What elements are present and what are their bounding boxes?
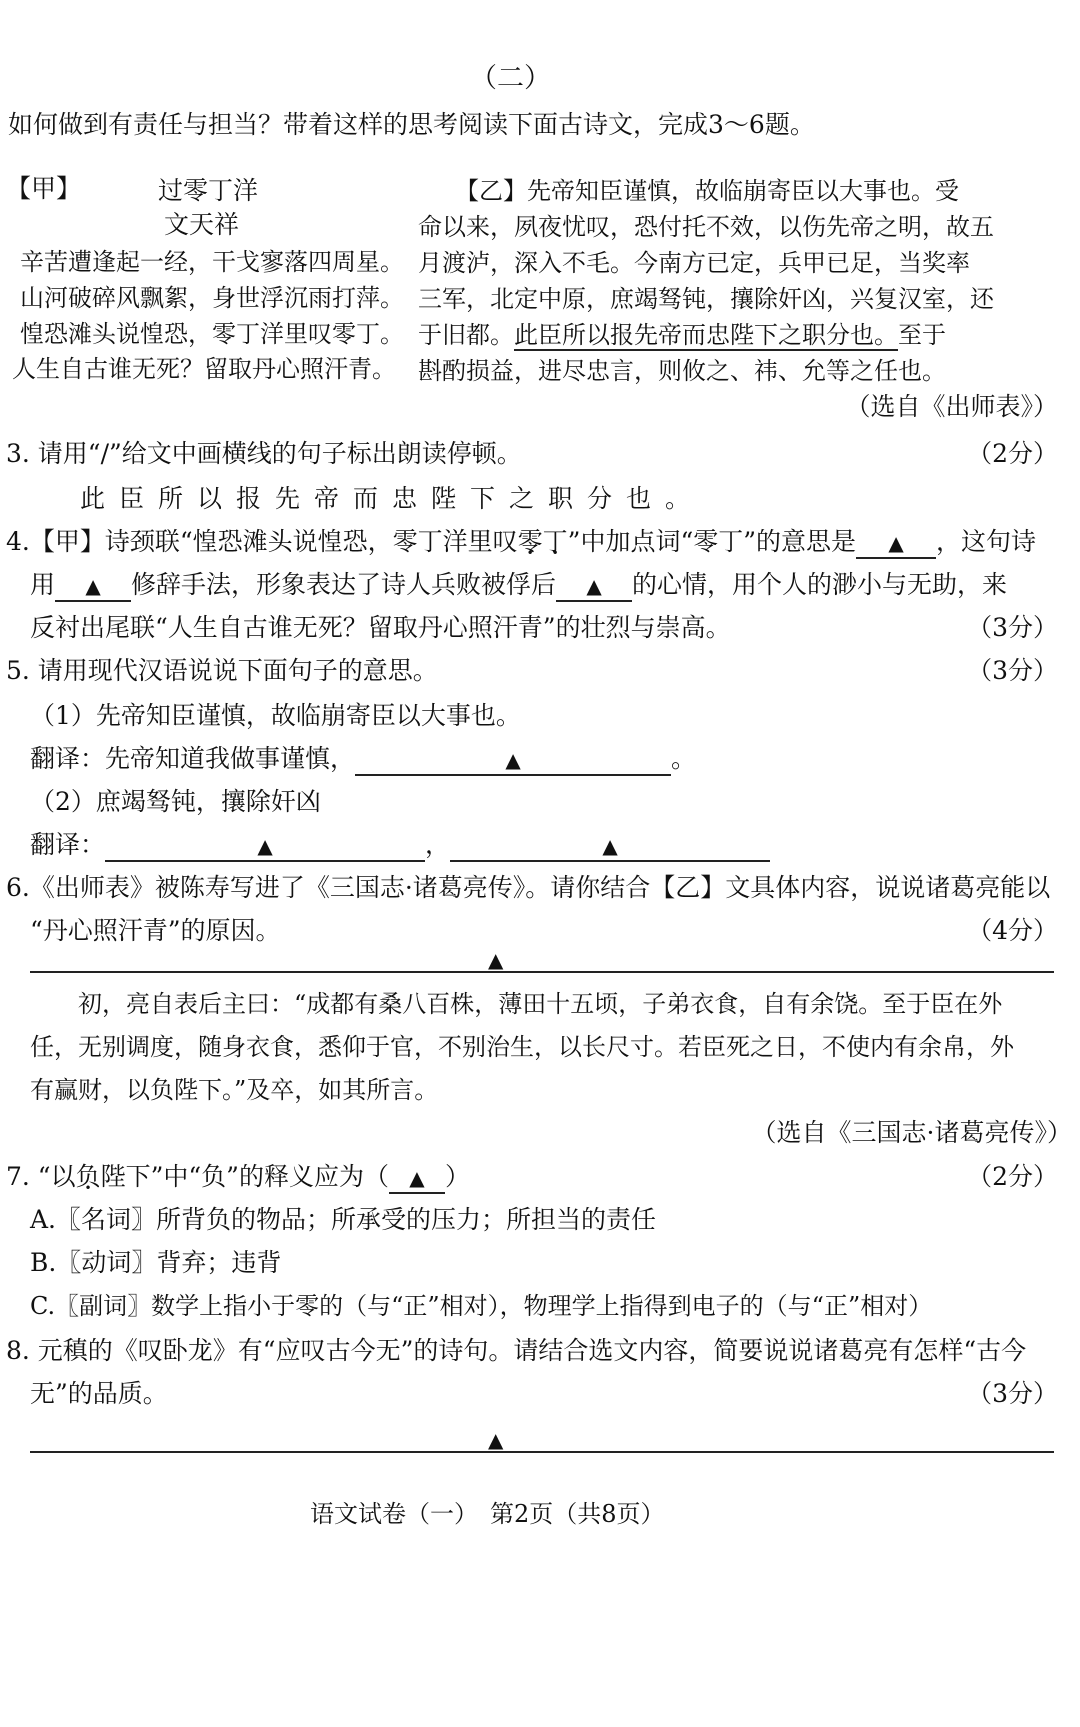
answer-blank[interactable]: ▲ — [105, 832, 425, 862]
q7-score: （2分） — [967, 1162, 1058, 1191]
q4-line2: 用 ▲ 修辞手法，形象表达了诗人兵败被俘后 ▲ 的心情，用个人的渺小与无助，来 — [30, 568, 1007, 602]
q5-translation-2: 翻译： ▲ ， ▲ — [30, 828, 770, 862]
q5-sentence-1: （1）先帝知臣谨慎，故临崩寄臣以大事也。 — [30, 701, 521, 730]
answer-blank[interactable]: ▲ — [556, 572, 632, 602]
answer-blank[interactable]: ▲ — [856, 529, 936, 559]
q7-option-a: A.〖名词〗所背负的物品；所承受的压力；所担当的责任 — [30, 1205, 657, 1234]
q5-score: （3分） — [967, 656, 1058, 685]
yi-line: 命以来，夙夜忧叹，恐付托不效，以伤先帝之明，故五 — [418, 213, 994, 241]
q6-line2: “丹心照汗青”的原因。 — [30, 916, 281, 945]
q6-score: （4分） — [967, 916, 1058, 945]
poem-title: 过零丁洋 — [158, 176, 259, 205]
yi-line: 于旧都。此臣所以报先帝而忠陛下之职分也。至于 — [418, 321, 946, 349]
poem-line: 人生自古谁无死？留取丹心照汗青。 — [12, 355, 396, 383]
answer-line[interactable] — [30, 971, 1054, 973]
passage-line: 初，亮自表后主曰：“成都有桑八百株，薄田十五顷，子弟衣食，自有余饶。至于臣在外 — [78, 990, 1003, 1018]
q3-score: （2分） — [967, 439, 1058, 468]
q3-sentence: 此臣所以报先帝而忠陛下之职分也。 — [80, 484, 705, 513]
answer-line[interactable] — [30, 1451, 1054, 1453]
answer-blank[interactable]: ▲ — [355, 746, 671, 776]
poem-line: 辛苦遭逢起一经，干戈寥落四周星。 — [20, 248, 404, 276]
passage-line: 任，无别调度，随身衣食，悉仰于官，不别治生，以长尺寸。若臣死之日，不使内有余帛，外 — [30, 1033, 1014, 1061]
underlined-sentence: 此臣所以报先帝而忠陛下之职分也。 — [514, 321, 898, 349]
yi-line: 月渡泸，深入不毛。今南方已定，兵甲已足，当奖率 — [418, 249, 970, 277]
answer-mark: ▲ — [488, 948, 504, 972]
intro-line: 如何做到有责任与担当？带着这样的思考阅读下面古诗文，完成3～6题。 — [8, 110, 815, 139]
q8-line1: 8. 元稹的《叹卧龙》有“应叹古今无”的诗句。请结合选文内容，简要说说诸葛亮有怎样“古今 — [6, 1336, 1027, 1365]
poem-tag: 【甲】 — [6, 174, 82, 203]
q4-line3: 反衬出尾联“人生自古谁无死？留取丹心照汗青”的壮烈与崇高。 — [30, 613, 731, 642]
yi-line: 【乙】先帝知臣谨慎，故临崩寄臣以大事也。受 — [455, 177, 959, 205]
poem-line: 惶恐滩头说惶恐，零丁洋里叹零丁。 — [20, 320, 404, 348]
q7-text: 7. “以负陛下”中“负”的释义应为（ ▲ ） — [6, 1160, 470, 1194]
q4-score: （3分） — [967, 613, 1058, 642]
passage-line: 有赢财，以负陛下。”及卒，如其所言。 — [30, 1076, 439, 1104]
q7-option-c: C.〖副词〗数学上指小于零的（与“正”相对），物理学上指得到电子的（与“正”相对） — [30, 1292, 933, 1320]
q3-text: 3. 请用“/”给文中画横线的句子标出朗读停顿。 — [6, 439, 522, 468]
q8-score: （3分） — [967, 1379, 1058, 1408]
passage-source: （选自《三国志·诸葛亮传》） — [751, 1118, 1072, 1147]
poem-author: 文天祥 — [164, 210, 240, 239]
answer-blank[interactable]: ▲ — [389, 1164, 445, 1194]
answer-blank[interactable]: ▲ — [55, 572, 131, 602]
yi-line: 三军，北定中原，庶竭驽钝，攘除奸凶，兴复汉室，还 — [418, 285, 994, 313]
answer-mark: ▲ — [488, 1428, 504, 1452]
q5-sentence-2: （2）庶竭驽钝，攘除奸凶 — [30, 787, 321, 816]
page-footer: 语文试卷（一） 第2页（共8页） — [310, 1500, 665, 1528]
q5-translation-1: 翻译：先帝知道我做事谨慎， ▲ 。 — [30, 742, 696, 776]
poem-line: 山河破碎风飘絮，身世浮沉雨打萍。 — [20, 284, 404, 312]
q5-text: 5. 请用现代汉语说说下面句子的意思。 — [6, 656, 438, 685]
answer-blank[interactable]: ▲ — [450, 832, 770, 862]
q6-line1: 6.《出师表》被陈寿写进了《三国志·诸葛亮传》。请你结合【乙】文具体内容，说说诸葛亮能以 — [6, 873, 1051, 902]
section-title: （二） — [470, 63, 551, 94]
yi-line: 斟酌损益，进尽忠言，则攸之、祎、允等之任也。 — [418, 357, 946, 385]
yi-source: （选自《出师表》） — [845, 392, 1058, 421]
q4-line1: 4.【甲】诗颈联“惶恐滩头说惶恐，零丁洋里叹零丁”中加点词“零丁”的意思是 ▲ ，这句诗 — [6, 525, 1036, 559]
q8-line2: 无”的品质。 — [30, 1379, 168, 1408]
q7-option-b: B.〖动词〗背弃；违背 — [30, 1248, 282, 1277]
